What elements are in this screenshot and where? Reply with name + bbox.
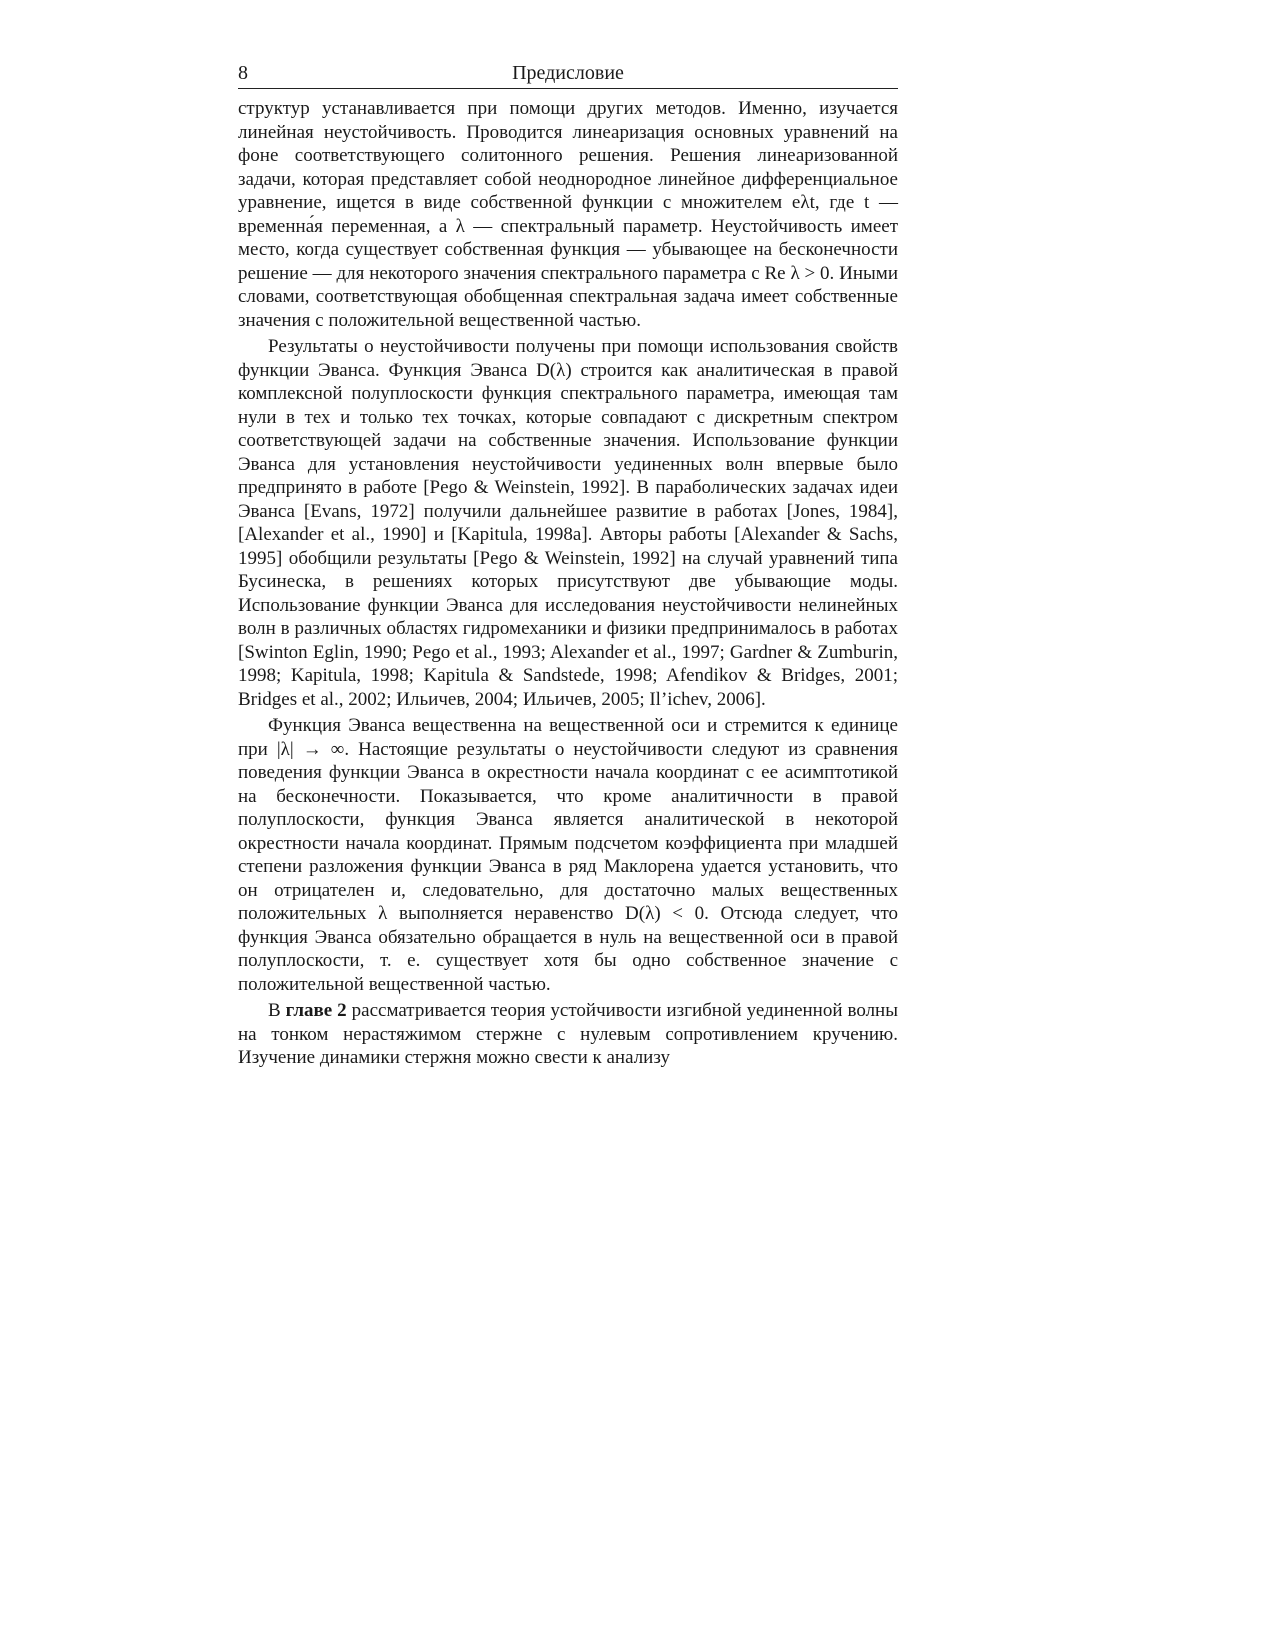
page-number: 8 bbox=[238, 62, 248, 84]
running-head bbox=[238, 60, 898, 89]
chapter-reference: главе 2 bbox=[285, 1000, 347, 1021]
section-title: Предисловие bbox=[512, 62, 624, 84]
paragraph-4-prefix: В bbox=[268, 1000, 286, 1021]
body-text bbox=[238, 97, 898, 1070]
paragraph-3: Функция Эванса вещественна на вещественной оси и стремится к единице при |λ| → ∞. Настоящие результаты о неустойчивости следуют из сравнения поведения функции Эванса в окрестности начала координат с ее асимптотикой на бесконечности. Показывается, что кроме аналитичности в правой полуплоскости, функция Эванса является аналитической в некоторой окрестности начала координат. Прямым подсчетом коэффициента при младшей степени разложения функции Эванса в ряд Маклорена удается установить, что он отрицателен и, следовательно, для достаточно малых вещественных положительных λ выполняется неравенство D(λ) < 0. Отсюда следует, что функция Эванса обязательно обращается в нуль на вещественной оси в правой полуплоскости, т. е. существует хотя бы одно собственное значение с положительной вещественной частью. bbox=[238, 715, 898, 995]
paragraph-4 bbox=[238, 999, 898, 1070]
paragraph-2: Результаты о неустойчивости получены при помощи использования свойств функции Эванса. Функция Эванса D(λ) строится как аналитическая в правой комплексной полуплоскости функция спектрального параметра, имеющая там нули в тех и только тех точках, которые совпадают с дискретным спектром соответствующей задачи на собственные значения. Использование функции Эванса для установления неустойчивости уединенных волн впервые было предпринято в работе [Pego & Weinstein, 1992]. В параболических задачах идеи Эванса [Evans, 1972] получили дальнейшее развитие в работах [Jones, 1984], [Alexander et al., 1990] и [Kapitula, 1998a]. Авторы работы [Alexander & Sachs, 1995] обобщили результаты [Pego & Weinstein, 1992] на случай уравнений типа Бусинеска, в решениях которых присутствуют две убывающие моды. Использование функции Эванса для исследования неустойчивости нелинейных волн в различных областях гидромеханики и физики предпринималось в работах [Swinton Eglin, 1990; Pego et al., 1993; Alexander et al., 1997; Gardner & Zumburin, 1998; Kapitula, 1998; Kapitula & Sandstede, 1998; Afendikov & Bridges, 2001; Bridges et al., 2002; Ильичев, 2004; Ильичев, 2005; Il’ichev, 2006]. bbox=[238, 336, 898, 710]
paragraph-1: структур устанавливается при помощи других методов. Именно, изучается линейная неустойчивость. Проводится линеаризация основных уравнений на фоне соответствующего солитонного решения. Решения линеаризованной задачи, которая представляет собой неоднородное линейное дифференциальное уравнение, ищется в виде собственной функции с множителем eλt, где t — временна́я переменная, а λ — спектральный параметр. Неустойчивость имеет место, когда существует собственная функция — убывающее на бесконечности решение — для некоторого значения спектрального параметра с Re λ > 0. Иными словами, соответствующая обобщенная спектральная задача имеет собственные значения с положительной вещественной частью. bbox=[238, 98, 898, 331]
page bbox=[238, 60, 898, 1073]
paragraph-4-text: рассматривается теория устойчивости изгибной уединенной волны на тонком нерастяжимом стержне с нулевым сопротивлением кручению. Изучение динамики стержня можно свести к анализу bbox=[238, 1000, 898, 1068]
